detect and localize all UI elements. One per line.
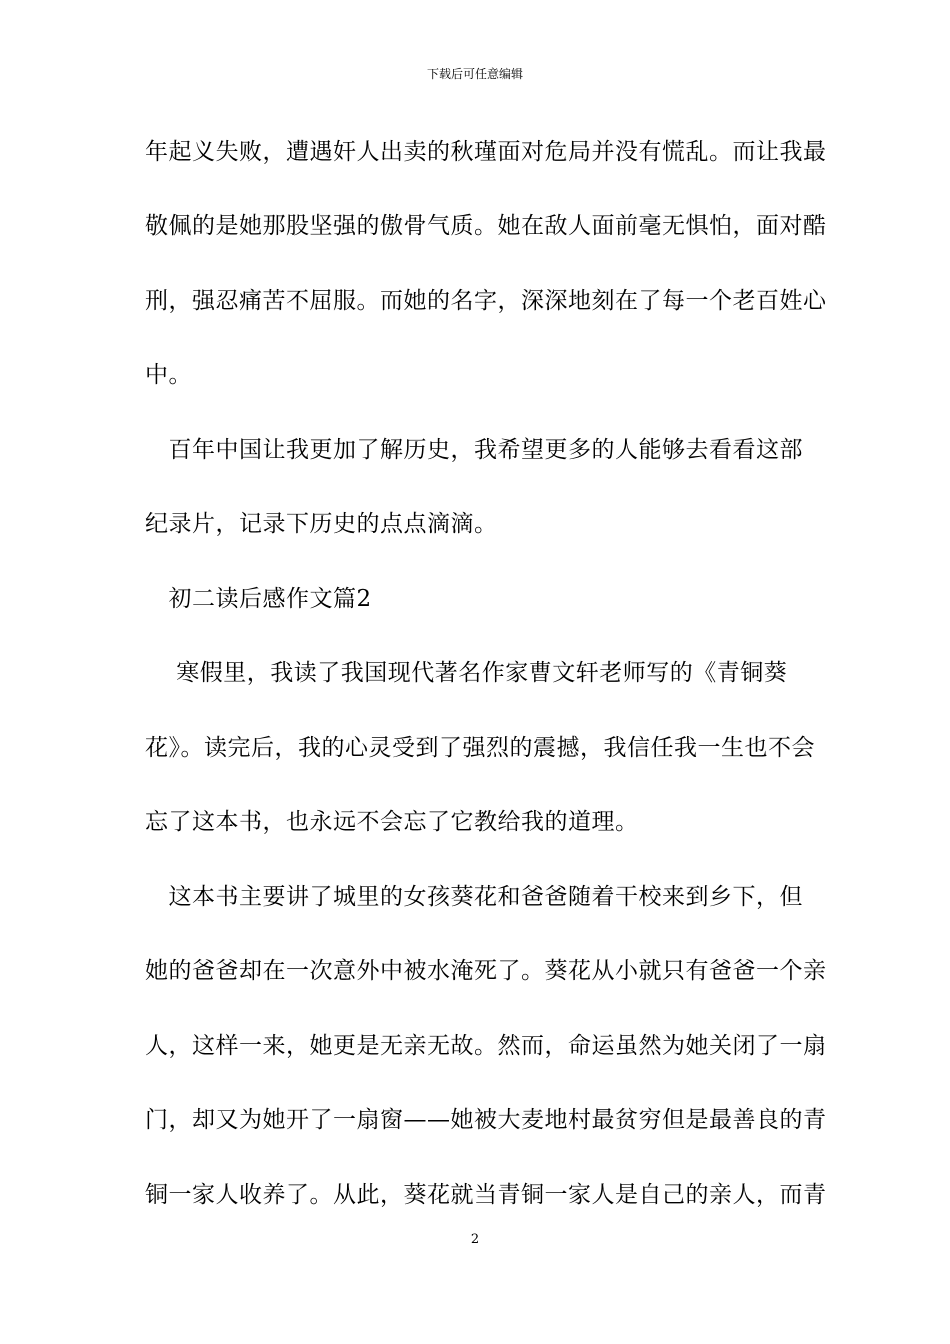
page-header: 下载后可任意编辑	[426, 67, 523, 81]
text-line: 寒假里，我读了我国现代著名作家曹文轩老师写的《青铜葵	[145, 660, 788, 686]
text-line: 百年中国让我更加了解历史，我希望更多的人能够去看看这部	[145, 437, 803, 463]
text-line: 她的爸爸却在一次意外中被水淹死了。葵花从小就只有爸爸一个亲	[145, 958, 827, 984]
section-heading: 初二读后感作文篇2	[145, 586, 372, 612]
text-line: 人，这样一来，她更是无亲无故。然而，命运虽然为她关闭了一扇	[145, 1033, 827, 1059]
text-line: 忘了这本书，也永远不会忘了它教给我的道理。	[145, 809, 639, 835]
text-line: 纪录片，记录下历史的点点滴滴。	[145, 511, 498, 537]
text-line: 这本书主要讲了城里的女孩葵花和爸爸随着干校来到乡下，但	[145, 884, 803, 910]
text-line: 铜一家人收养了。从此，葵花就当青铜一家人是自己的亲人，而青	[145, 1182, 827, 1208]
text-line: 敬佩的是她那股坚强的傲骨气质。她在敌人面前毫无惧怕，面对酷	[145, 213, 827, 239]
text-line: 年起义失败，遭遇奸人出卖的秋瑾面对危局并没有慌乱。而让我最	[145, 139, 827, 165]
text-line: 刑，强忍痛苦不屈服。而她的名字，深深地刻在了每一个老百姓心	[145, 288, 827, 314]
page-number: 2	[470, 1232, 480, 1247]
text-line: 中。	[145, 362, 192, 388]
text-line: 花》。读完后，我的心灵受到了强烈的震撼，我信任我一生也不会	[145, 735, 815, 761]
text-line: 门，却又为她开了一扇窗——她被大麦地村最贫穷但是最善良的青	[145, 1107, 827, 1133]
